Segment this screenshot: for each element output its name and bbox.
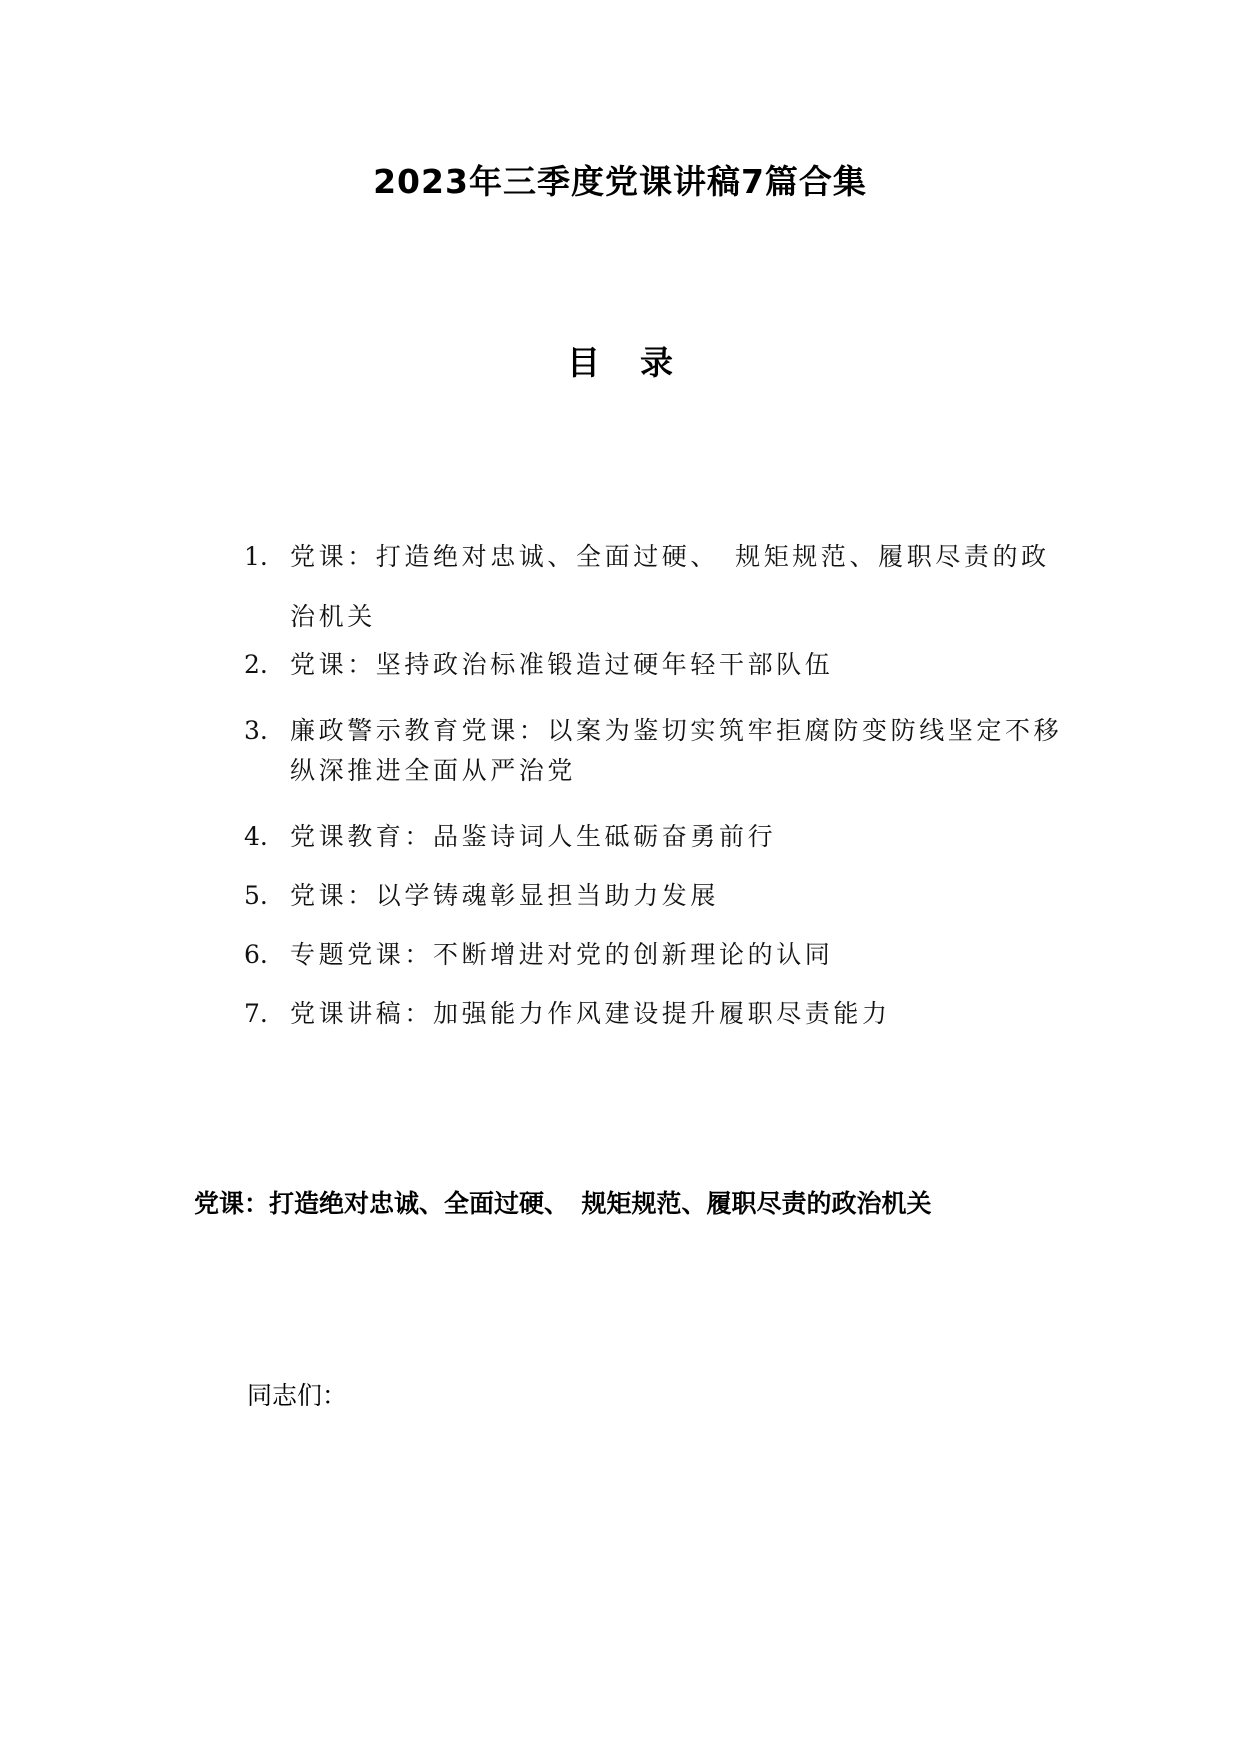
toc-item-number: 3. xyxy=(244,716,268,745)
toc-heading: 目录 xyxy=(567,343,713,382)
toc-item-label: 党课：以学铸魂彰显担当助力发展 xyxy=(290,881,720,910)
toc-item-4[interactable] xyxy=(244,817,1064,857)
toc-item-label: 党课教育：品鉴诗词人生砥砺奋勇前行 xyxy=(290,822,777,851)
toc-item-3[interactable] xyxy=(244,711,1064,791)
toc-item-number: 1. xyxy=(244,542,268,571)
toc-item-number: 7. xyxy=(244,999,268,1028)
toc-item-number: 6. xyxy=(244,940,268,969)
section-title: 党课：打造绝对忠诚、全面过硬、 规矩规范、履职尽责的政治机关 xyxy=(194,1189,932,1218)
toc-item-number: 5. xyxy=(244,881,268,910)
toc-item-number: 2. xyxy=(244,650,268,679)
document-title: 2023年三季度党课讲稿7篇合集 xyxy=(373,162,867,201)
salutation: 同志们： xyxy=(247,1381,348,1410)
toc-item-7[interactable] xyxy=(244,994,1064,1034)
toc-item-label: 专题党课：不断增进对党的创新理论的认同 xyxy=(290,940,834,969)
toc-item-1[interactable] xyxy=(244,527,1064,647)
toc-item-6[interactable] xyxy=(244,935,1064,975)
toc-item-label: 党课：坚持政治标准锻造过硬年轻干部队伍 xyxy=(290,650,834,679)
toc-item-2[interactable] xyxy=(244,645,1064,685)
toc-item-label: 党课：打造绝对忠诚、全面过硬、 规矩规范、履职尽责的政治机关 xyxy=(290,542,1050,631)
toc-item-label: 党课讲稿：加强能力作风建设提升履职尽责能力 xyxy=(290,999,891,1028)
toc-item-5[interactable] xyxy=(244,876,1064,916)
toc-item-number: 4. xyxy=(244,822,268,851)
toc-item-label: 廉政警示教育党课：以案为鉴切实筑牢拒腐防变防线坚定不移纵深推进全面从严治党 xyxy=(290,716,1063,785)
